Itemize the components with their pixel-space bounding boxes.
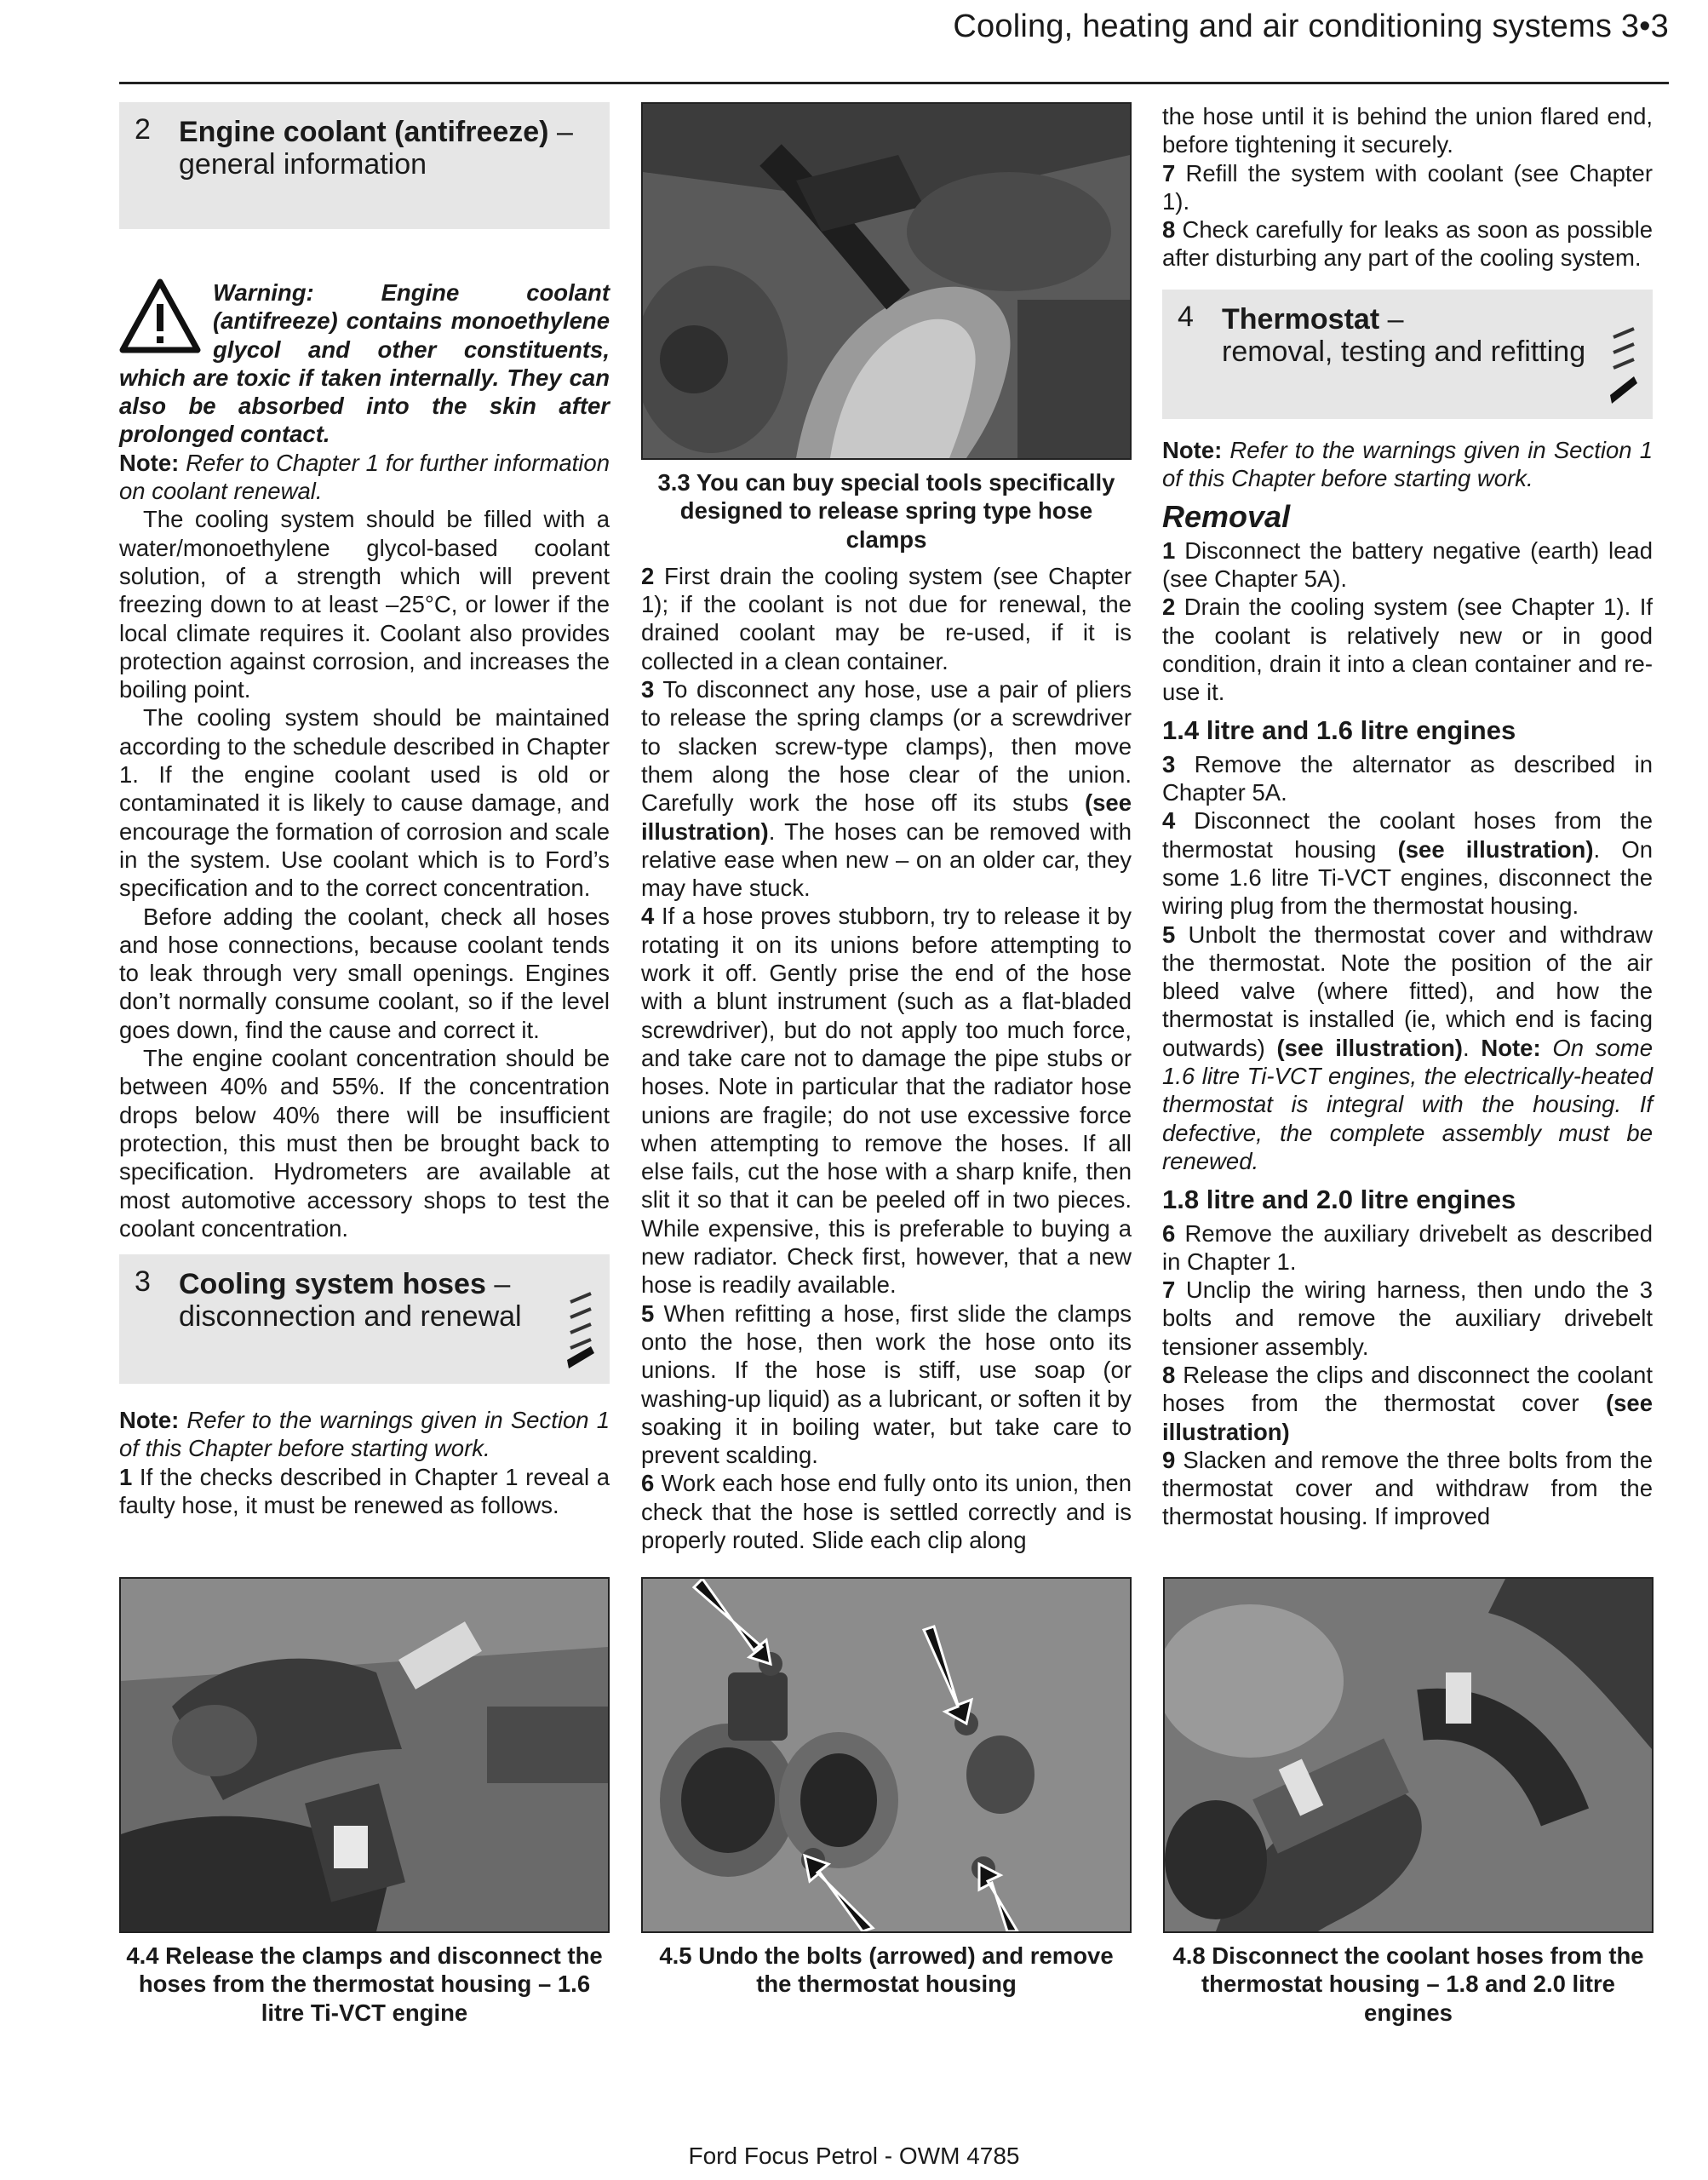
- column-2: [641, 102, 1132, 1554]
- step: [641, 1469, 1132, 1554]
- step-text: .: [1462, 1034, 1482, 1061]
- step: [1162, 1276, 1653, 1361]
- subheading: 1.8 litre and 2.0 litre engines: [1162, 1185, 1516, 1215]
- removal-heading: Removal: [1162, 499, 1291, 535]
- step-text: If a hose proves stubborn, try to release it by rotating it on its unions before attempting to work it off. Gently prise the end of the hose with a blunt instrument (such as a flat-bladed screwdriver), but do not apply too much force, and take care not to damage the pipe stubs or hoses. Note in particular that the radiator hose unions are fragile; do not use excessive force when attempting to remove the hoses. If all else fails, cut the hose with a sharp knife, then slit it so that it can be peeled off in two pieces. While expensive, this is preferable to buying a new radiator. Check first, however, that a new hose is readily available.: [641, 903, 1132, 1299]
- warning-triangle-icon: [119, 278, 201, 353]
- step-text: If the checks described in Chapter 1 reveal a faulty hose, it must be renewed as follows.: [119, 1463, 610, 1518]
- step-number: 6: [1162, 1219, 1176, 1247]
- photo-4-5: [641, 1577, 1132, 2007]
- section-4-heading: [1162, 290, 1653, 419]
- hose-clamp-tool-photo-image: [643, 104, 1130, 458]
- note: [119, 1406, 610, 1463]
- paragraph: Before adding the coolant, check all hoses and hose connections, because coolant tends to leak through very small openings. Engines don’t normally consume coolant, so if the level goes down, find the cause and correct it.: [119, 903, 610, 1043]
- step-text: When refitting a hose, first slide the clamps onto the hose, then work the hose onto its unions. If the hose is stiff, use soap (or washing-up liquid) as a lubricant, or soften it by soaking it in boiling water, but take care to prevent scalding.: [641, 1299, 1132, 1469]
- illustration-ref: (see illustration): [1397, 835, 1594, 863]
- step: [641, 675, 1132, 902]
- section-number: 3: [135, 1265, 151, 1299]
- step-number: 1: [119, 1463, 133, 1490]
- step-number: 6: [641, 1470, 655, 1497]
- warning-block: [119, 278, 610, 449]
- title-dash: –: [485, 1268, 511, 1301]
- step-number: 3: [641, 676, 655, 703]
- page-title: Cooling, heating and air conditioning systems 3•3: [953, 9, 1669, 44]
- coolant-hoses-photo-image: [1165, 1579, 1652, 1931]
- step: [1162, 536, 1653, 594]
- step-text: Disconnect the battery negative (earth) lead (see Chapter 5A).: [1162, 536, 1653, 592]
- step: [1162, 1219, 1653, 1276]
- step-text: Slacken and remove the three bolts from the thermostat cover and withdraw from the thermostat housing. If improved: [1162, 1446, 1653, 1530]
- paragraph: The cooling system should be filled with a water/monoethylene glycol-based coolant solution, of a strength which will prevent freezing down to at least –25°C, or lower if the local climate requires it. Coolant also provides protection against corrosion, and increases the boiling point.: [119, 506, 610, 703]
- note-text: Refer to the warnings given in Section 1 of this Chapter before starting work.: [119, 1407, 610, 1462]
- step-text: First drain the cooling system (see Chapter 1); if the coolant is not due for renewal, the drained coolant may be re-used, if it is collected in a clean container.: [641, 562, 1132, 674]
- note-label: Note:: [1162, 436, 1223, 463]
- photo-caption: 3.3 You can buy special tools specifically designed to release spring type hose clamps: [657, 469, 1115, 553]
- note: [119, 449, 610, 506]
- section-title: Thermostat: [1222, 302, 1380, 336]
- step-text: To disconnect any hose, use a pair of pliers to release the spring clamps (or a screwdriver to slacken screw-type clamps), then move them along the hose clear of the union. Carefully work the hose off its stubs: [641, 676, 1132, 817]
- note-text: Refer to Chapter 1 for further information on coolant renewal.: [119, 449, 610, 505]
- section-title: Engine coolant (antifreeze): [179, 116, 549, 148]
- step-number: 1: [1162, 536, 1176, 564]
- photo-caption: 4.8 Disconnect the coolant hoses from the thermostat housing – 1.8 and 2.0 litre engines: [1172, 1942, 1644, 2026]
- photo-4-4: [119, 1577, 610, 2035]
- step-text: Remove the alternator as described in Chapter 5A.: [1162, 750, 1653, 806]
- thermostat-housing-bolts-photo-image: [643, 1579, 1130, 1931]
- thermostat-hoses-photo-image: [121, 1579, 608, 1931]
- step-number: 7: [1162, 159, 1176, 186]
- step: [1162, 593, 1653, 706]
- step: [1162, 1446, 1653, 1531]
- step-text: Unbolt the thermostat cover and withdraw the thermostat. Note the position of the air bleed valve (where fitted), and how the thermostat is installed (ie, which end is facing outwards): [1162, 921, 1653, 1061]
- warning-text: Warning: Engine coolant (antifreeze) contains monoethylene glycol and other constituents, which are toxic if taken internally. They can also be absorbed into the skin after prolonged contact.: [119, 279, 610, 448]
- step-text: Drain the cooling system (see Chapter 1). If the coolant is relatively new or in good condition, drain it into a clean container and re-use it.: [1162, 594, 1653, 706]
- step: [641, 562, 1132, 675]
- section-3-heading: [119, 1254, 610, 1384]
- column-3: [1162, 102, 1653, 1531]
- step: [1162, 1361, 1653, 1446]
- step-text: Release the clips and disconnect the coolant hoses from the thermostat cover: [1162, 1361, 1653, 1417]
- title-dash: –: [1379, 302, 1404, 336]
- section-title: Cooling system hoses: [179, 1268, 486, 1301]
- photo-frame: [1163, 1577, 1654, 1933]
- illustration-ref: (see illustration): [641, 789, 1132, 845]
- section-subtitle: removal, testing and refitting: [1222, 335, 1586, 368]
- difficulty-spanner-icon: [1608, 322, 1641, 407]
- difficulty-spanner-icon: [565, 1287, 598, 1372]
- paragraph: The cooling system should be maintained according to the schedule described in Chapter 1. If the engine coolant used is old or contaminated it is likely to cause damage, and encourage the formation of corrosion and scale in the system. Use coolant which is to Ford’s specification and to the correct concentration.: [119, 704, 610, 902]
- step-text: . The hoses can be removed with relative ease when new – on an older car, they may have stuck.: [641, 818, 1132, 902]
- step-number: 7: [1162, 1276, 1176, 1304]
- step-number: 3: [1162, 750, 1176, 777]
- step-text: Work each hose end fully onto its union, then check that the hose is settled correctly and is properly routed. Slide each clip along: [641, 1470, 1132, 1553]
- step: [1162, 750, 1653, 807]
- section-2-heading: [119, 102, 610, 229]
- step: [119, 1463, 610, 1520]
- note-text: On some 1.6 litre Ti-VCT engines, the electrically-heated thermostat is integral with the housing. If defective, the complete assembly must be renewed.: [1162, 1034, 1653, 1174]
- step: [1162, 921, 1653, 1176]
- step-number: 2: [1162, 594, 1176, 621]
- photo-caption: 4.5 Undo the bolts (arrowed) and remove the thermostat housing: [659, 1942, 1114, 1998]
- photo-3-3: [641, 102, 1132, 460]
- step: [641, 1299, 1132, 1470]
- step: [1162, 159, 1653, 216]
- paragraph: The engine coolant concentration should be between 40% and 55%. If the concentration drops below 40% there will be insufficient protection, this must then be brought back to specification. Hydrometers are available at most automotive accessory shops to test the coolant concentration.: [119, 1045, 610, 1242]
- note-label: Note:: [1481, 1034, 1541, 1061]
- step-number: 8: [1162, 216, 1176, 244]
- note: [1162, 436, 1653, 493]
- step-text: Disconnect the coolant hoses from the thermostat housing: [1162, 807, 1653, 863]
- continued-text: the hose until it is behind the union flared end, before tightening it securely.: [1162, 103, 1653, 158]
- step-number: 5: [641, 1299, 655, 1327]
- step-number: 2: [641, 562, 655, 589]
- step: [1162, 806, 1653, 920]
- step-text: Unclip the wiring harness, then undo the 3 bolts and remove the auxiliary drivebelt tensioner assembly.: [1162, 1276, 1653, 1360]
- step-number: 8: [1162, 1361, 1176, 1388]
- column-1: [119, 102, 610, 1519]
- page-footer: Ford Focus Petrol - OWM 4785: [688, 2143, 1020, 2169]
- photo-4-8: [1163, 1577, 1654, 2035]
- note-label: Note:: [119, 449, 180, 476]
- step-text: Remove the auxiliary drivebelt as described in Chapter 1.: [1162, 1219, 1653, 1275]
- step-text: Refill the system with coolant (see Chapter 1).: [1162, 159, 1653, 215]
- step: [1162, 215, 1653, 272]
- photo-frame: [641, 1577, 1132, 1933]
- step-text: . On some 1.6 litre Ti-VCT engines, disconnect the wiring plug from the thermostat housing.: [1162, 835, 1654, 920]
- title-dash: –: [548, 116, 573, 148]
- step-number: 4: [641, 903, 655, 930]
- note-text: Refer to the warnings given in Section 1 of this Chapter before starting work.: [1162, 436, 1653, 492]
- step-number: 5: [1162, 921, 1176, 948]
- page-header: [119, 0, 1669, 84]
- step-number: 4: [1162, 807, 1176, 835]
- section-subtitle: disconnection and renewal: [179, 1300, 522, 1334]
- illustration-ref: (see illustration): [1276, 1034, 1463, 1061]
- step-number: 9: [1162, 1446, 1176, 1473]
- subheading: 1.4 litre and 1.6 litre engines: [1162, 715, 1516, 746]
- section-number: 2: [135, 113, 151, 146]
- illustration-ref: (see illustration): [1162, 1390, 1653, 1445]
- photo-frame: [119, 1577, 610, 1933]
- section-number: 4: [1178, 300, 1194, 333]
- photo-caption: 4.4 Release the clamps and disconnect the hoses from the thermostat housing – 1.6 litre Ti-VCT engine: [126, 1942, 603, 2026]
- section-subtitle: general information: [179, 148, 427, 181]
- step-text: Check carefully for leaks as soon as possible after disturbing any part of the cooling system.: [1162, 216, 1653, 272]
- note-label: Note:: [119, 1407, 180, 1434]
- step: [641, 902, 1132, 1299]
